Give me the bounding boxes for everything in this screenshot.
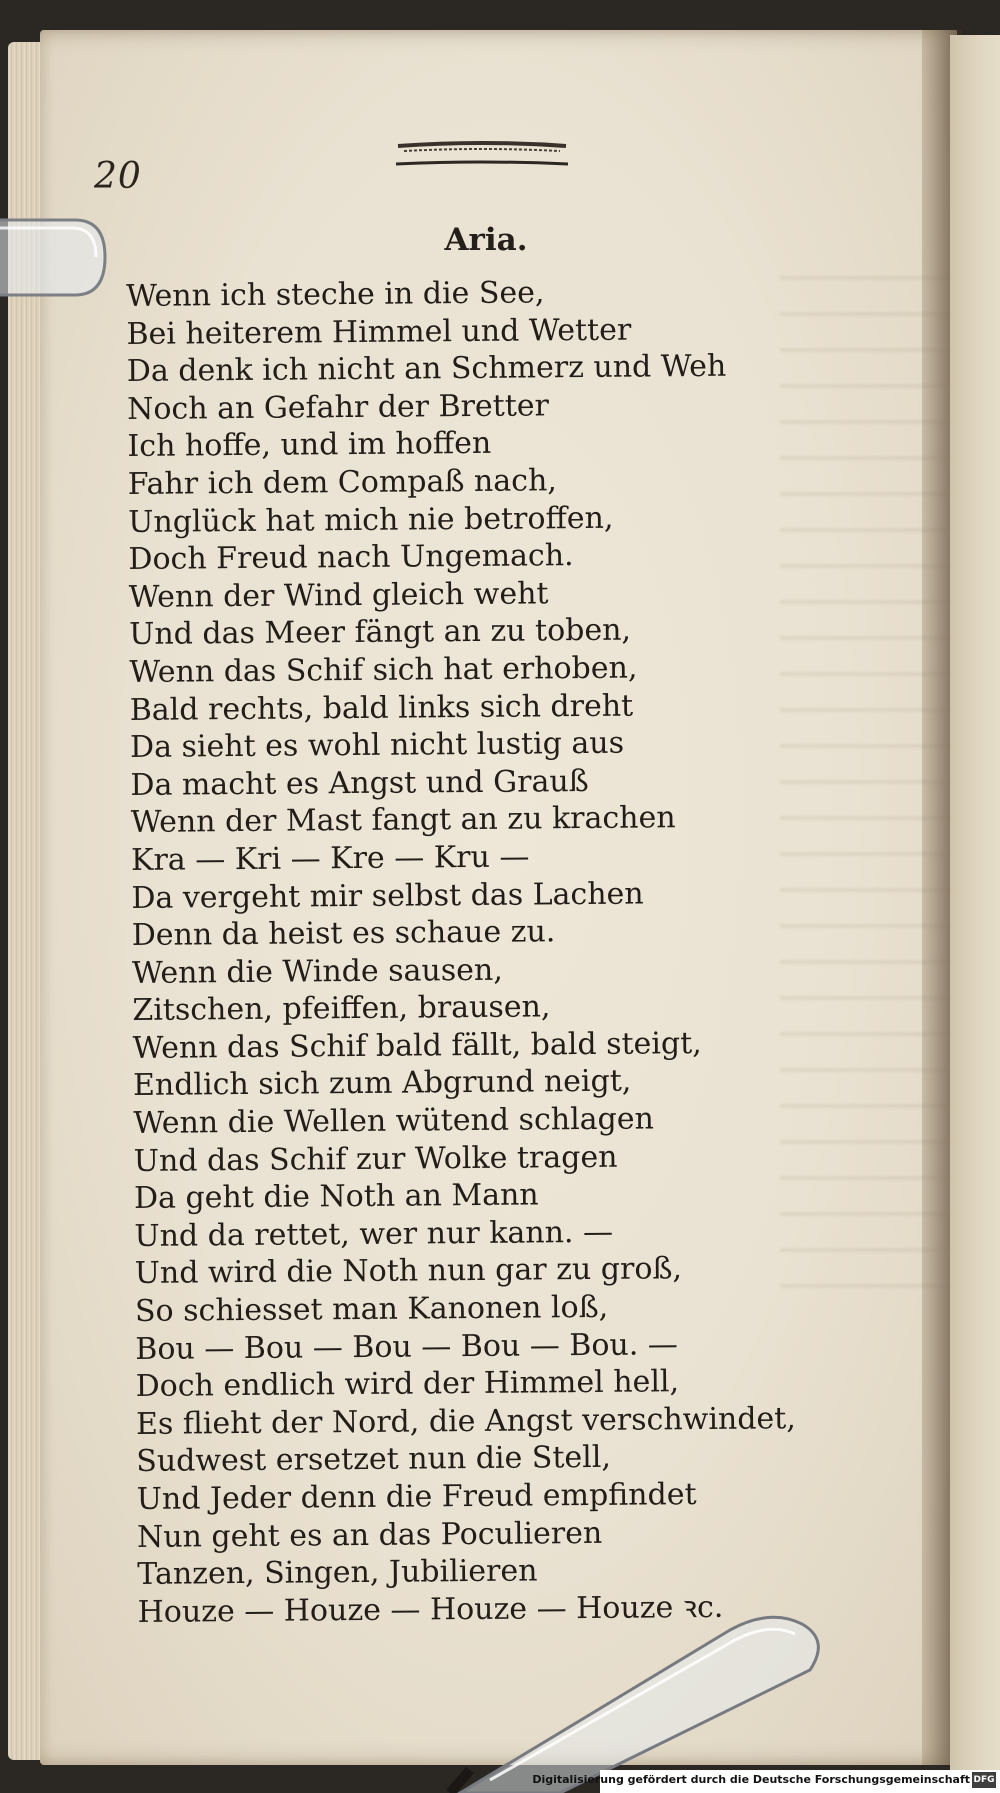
- verse-line: Doch Freud nach Ungemach.: [128, 538, 574, 578]
- verse-line: Bei heiterem Himmel und Wetter: [126, 312, 632, 352]
- verse-line: Und da rettet, wer nur kann. —: [134, 1214, 614, 1254]
- verse-line: Da geht die Noth an Mann: [133, 1177, 539, 1217]
- verse-line: Sudwest ersetzet nun die Stell,: [136, 1440, 612, 1480]
- verse-line: Fahr ich dem Compaß nach,: [127, 463, 558, 502]
- verse-line: Ich hoffe, und im hoffen: [127, 426, 492, 465]
- verse-line: So schiesset man Kanonen loß,: [134, 1289, 609, 1329]
- verse-line: Denn da heist es schaue zu.: [131, 914, 556, 954]
- verse-line: Noch an Gefahr der Bretter: [126, 388, 550, 427]
- verse-line: Wenn die Wellen wütend schlagen: [133, 1101, 655, 1142]
- verse-line: Unglück hat mich nie betroffen,: [127, 500, 614, 540]
- verse-line: Zitschen, pfeiffen, brausen,: [132, 989, 551, 1029]
- glass-clip-top-icon: [0, 200, 130, 315]
- verse-line: Wenn der Wind gleich weht: [128, 576, 549, 615]
- verse-line: Da sieht es wohl nicht lustig aus: [129, 725, 625, 766]
- printer-ornament-rule: [390, 138, 575, 174]
- facing-page-edge: [950, 35, 1000, 1770]
- verse-line: Nun geht es an das Poculieren: [136, 1515, 603, 1555]
- verse-line: Bou — Bou — Bou — Bou — Bou. —: [135, 1326, 678, 1367]
- verse-line: Kra — Kri — Kre — Kru —: [130, 839, 530, 878]
- verse-line: Wenn das Schif sich hat erhoben,: [129, 650, 638, 690]
- page-number: 20: [94, 156, 142, 197]
- verse-line: Bald rechts, bald links sich dreht: [129, 688, 634, 728]
- verse-line: Da denk ich nicht an Schmerz und Weh: [126, 348, 727, 390]
- dfg-logo-icon: DFG: [972, 1772, 996, 1788]
- verse-line: Wenn die Winde sausen,: [131, 952, 503, 991]
- verse-line: Und wird die Noth nun gar zu groß,: [134, 1251, 683, 1292]
- glass-clip-bottom-icon: [430, 1600, 860, 1793]
- verse-line: Endlich sich zum Abgrund neigt,: [132, 1064, 632, 1104]
- verse-text: [126, 271, 908, 1631]
- verse-line: Es flieht der Nord, die Angst verschwindet,: [135, 1401, 796, 1442]
- verse-line: Tanzen, Singen, Jubilieren: [137, 1553, 538, 1593]
- verse-line: Doch endlich wird der Himmel hell,: [135, 1364, 680, 1405]
- digitization-credit: Digitalisierung gefördert durch die Deutsche Forschungsgemeinschaft: [532, 1773, 970, 1786]
- verse-line: Da vergeht mir selbst das Lachen: [131, 876, 644, 916]
- verse-line: Da macht es Angst und Grauß: [130, 763, 589, 803]
- verse-line: Wenn das Schif bald fällt, bald steigt,: [132, 1025, 702, 1066]
- verse-line: Und Jeder denn die Freud empfindet: [136, 1477, 697, 1517]
- aria-heading: Aria.: [444, 222, 528, 258]
- verse-line: Und das Meer fängt an zu toben,: [128, 612, 632, 653]
- verse-line: Houze — Houze — Houze — Houze ꝛc.: [137, 1589, 724, 1630]
- verse-line: Und das Schif zur Wolke tragen: [133, 1139, 618, 1179]
- verse-line: Wenn ich steche in die See,: [126, 275, 545, 314]
- verse-line: Wenn der Mast fangt an zu krachen: [130, 800, 676, 841]
